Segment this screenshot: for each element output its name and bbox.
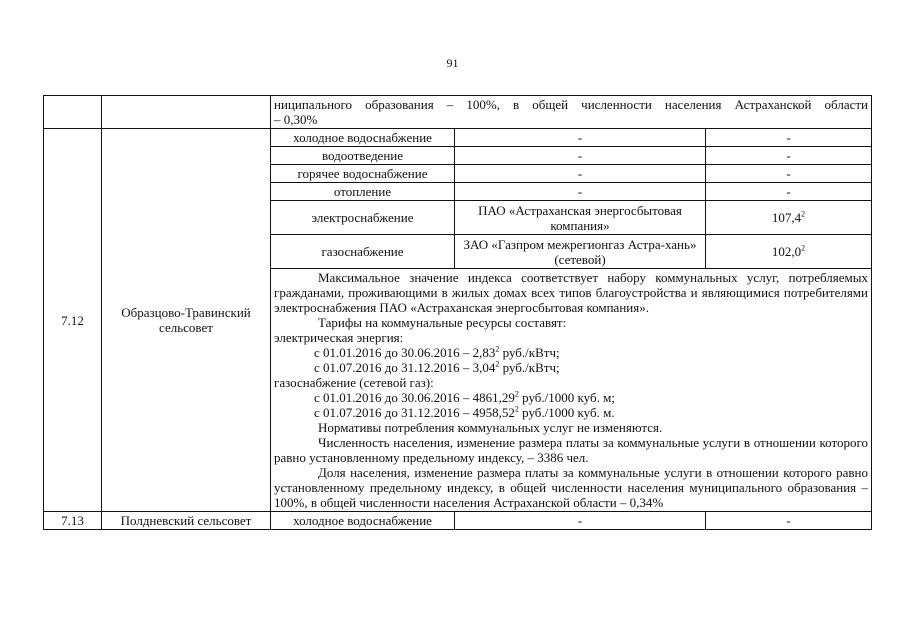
continuation-text-cell [271,96,872,129]
index-value: - [706,183,872,201]
service-row [44,129,872,147]
tariff-text: с 01.01.2016 до 30.06.2016 – 4861,29 [314,390,515,405]
tariffs-intro: Тарифы на коммунальные ресурсы составят: [318,315,567,330]
tariff-line [274,345,868,360]
continuation-name-cell [102,96,271,129]
population-paragraph: Численность населения, изменение размера платы за коммунальные услуги в отношении которого равно установленному предельному индексу, – 3386 чел. [274,435,868,465]
tariff-line [274,360,868,375]
description-paragraph: Максимальное значение индекса соответствует набору коммунальных услуг, потребляемых гражданами, проживающими в жилых домах всех типов благоустройства и являющимися потребителями электроснабжения ПАО «Астраханская энергосбытовая компания». [274,270,868,315]
tariff-table [43,95,872,530]
service-name: холодное водоснабжение [271,512,455,530]
gas-label: газоснабжение (сетевой газ): [274,375,434,390]
service-name: холодное водоснабжение [271,129,455,147]
supplier-name: - [455,129,706,147]
supplier-name: ЗАО «Газпром межрегионгаз Астра-хань» (сетевой) [455,235,706,269]
municipality-name: Образцово-Травинский сельсовет [102,129,271,512]
tariff-line [274,390,868,405]
entry-number: 7.13 [44,512,102,530]
description-cell [271,269,872,512]
index-value: - [706,129,872,147]
footnote-mark: 2 [514,404,519,414]
service-row [44,512,872,530]
supplier-name: - [455,183,706,201]
footnote-mark: 2 [495,359,500,369]
supplier-name: - [455,512,706,530]
index-value: - [706,147,872,165]
footnote-mark: 2 [801,243,806,253]
supplier-name: ПАО «Астраханская энергосбытовая компания» [455,201,706,235]
index-value: - [706,512,872,530]
index-value: 107,4 [771,210,802,225]
service-name: горячее водоснабжение [271,165,455,183]
supplier-name: - [455,147,706,165]
page-number: 91 [446,56,459,70]
index-cell [706,235,872,269]
tariff-text: с 01.07.2016 до 31.12.2016 – 4958,52 [314,405,515,420]
footnote-mark: 2 [801,209,806,219]
index-value: 102,0 [771,244,802,259]
service-name: газоснабжение [271,235,455,269]
index-cell [706,201,872,235]
tariff-line [274,405,868,420]
footnote-mark: 2 [495,344,500,354]
tariff-text: с 01.07.2016 до 31.12.2016 – 3,04 [314,360,496,375]
continuation-text-line2: – 0,30% [274,112,318,127]
municipality-name: Полдневский сельсовет [102,512,271,530]
index-value: - [706,165,872,183]
electricity-label: электрическая энергия: [274,330,404,345]
entry-number: 7.12 [44,129,102,512]
continuation-row [44,96,872,129]
norms-paragraph: Нормативы потребления коммунальных услуг не изменяются. [318,420,663,435]
service-name: электроснабжение [271,201,455,235]
service-name: водоотведение [271,147,455,165]
footnote-mark: 2 [514,389,519,399]
service-name: отопление [271,183,455,201]
tariff-unit: руб./1000 куб. м. [518,405,615,420]
share-paragraph: Доля населения, изменение размера платы за коммунальные услуги в отношении которого равно установленному предельному индексу, в общей численности населения муниципального образования – 100%, в общей численности населения Астраханской области – 0,34% [274,465,868,510]
continuation-text-line1: ниципального образования – 100%, в общей численности населения Астраханской области [274,97,868,112]
tariff-unit: руб./1000 куб. м; [518,390,615,405]
tariff-text: с 01.01.2016 до 30.06.2016 – 2,83 [314,345,496,360]
tariff-unit: руб./кВтч; [499,345,560,360]
tariff-unit: руб./кВтч; [499,360,560,375]
supplier-name: - [455,165,706,183]
continuation-number-cell [44,96,102,129]
